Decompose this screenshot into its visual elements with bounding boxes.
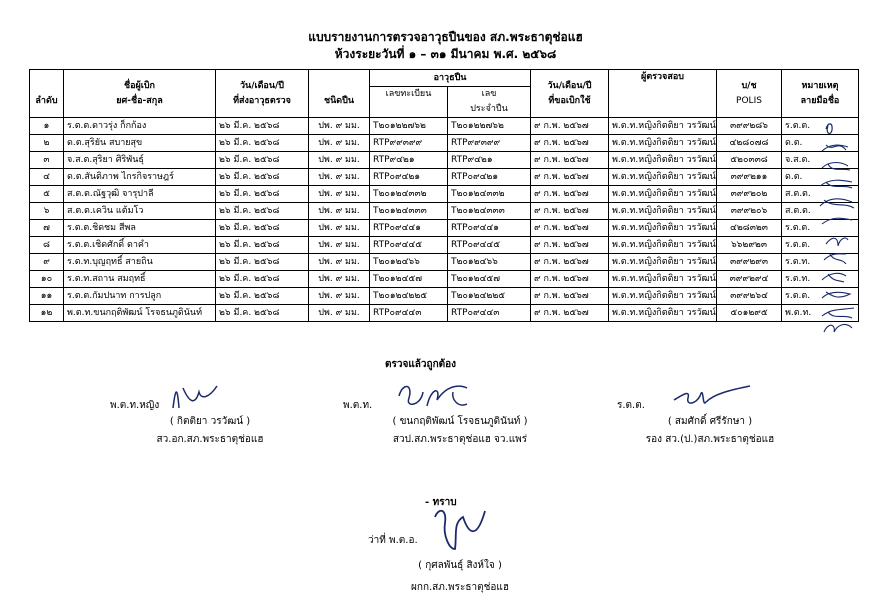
- signer3-rank: ร.ต.ต.: [617, 400, 645, 411]
- cell-date: ๒๖ มี.ค. ๒๕๖๘: [216, 220, 309, 237]
- cell-name: ร.ต.ต.กัมปนาท การปลูก: [64, 288, 216, 305]
- table-row: [30, 203, 859, 220]
- cell-insp: พ.ต.ท.หญิงกิตติยา วรวัฒน์: [609, 152, 717, 169]
- cell-insp: พ.ต.ท.หญิงกิตติยา วรวัฒน์: [609, 271, 717, 288]
- cell-reg: RTP๐๙๔๔๓: [370, 305, 448, 322]
- cell-note: ร.ต.ท.: [782, 254, 859, 271]
- cell-serial: T๒๐๑๒๔๓๓๒: [448, 186, 531, 203]
- cell-name: ร.ต.ต.เชิดศักดิ์ ดาคำ: [64, 237, 216, 254]
- cell-pc: ๓๙๙๒๐๖: [717, 203, 782, 220]
- cell-pc: ๔๒๘๓๒๓: [717, 220, 782, 237]
- cell-type: ปพ. ๙ มม.: [309, 169, 370, 186]
- cell-insp: พ.ต.ท.หญิงกิตติยา วรวัฒน์: [609, 135, 717, 152]
- cell-note: จ.ส.ต.: [782, 152, 859, 169]
- cell-no: ๑: [30, 118, 64, 135]
- header-inspector: ผู้ตรวจสอบ: [609, 70, 717, 118]
- cell-reg: T๒๐๑๒๔๖๖: [370, 254, 448, 271]
- cell-insp: พ.ต.ท.หญิงกิตติยา วรวัฒน์: [609, 305, 717, 322]
- table-row: [30, 271, 859, 288]
- cell-serial: T๒๐๑๒๒๗๖๒: [448, 118, 531, 135]
- cell-date: ๒๖ มี.ค. ๒๕๖๘: [216, 237, 309, 254]
- chief-position: ผกก.สภ.พระธาตุช่อแฮ: [411, 582, 509, 593]
- cell-note: ร.ต.ต.: [782, 118, 859, 135]
- cell-no: ๑๑: [30, 288, 64, 305]
- cell-no: ๙: [30, 254, 64, 271]
- cell-ret: ๙ ก.พ. ๒๕๖๗: [531, 288, 609, 305]
- cell-reg: RTP๐๙๔๒๑: [370, 169, 448, 186]
- row-signatures: [808, 120, 858, 336]
- table-row: [30, 254, 859, 271]
- chief-signature: [425, 505, 495, 555]
- cell-no: ๔: [30, 169, 64, 186]
- cell-type: ปพ. ๙ มม.: [309, 237, 370, 254]
- cell-reg: RTP๐๙๔๔๑: [370, 220, 448, 237]
- cell-ret: ๙ ก.พ. ๒๕๖๗: [531, 186, 609, 203]
- cell-type: ปพ. ๙ มม.: [309, 254, 370, 271]
- cell-insp: พ.ต.ท.หญิงกิตติยา วรวัฒน์: [609, 203, 717, 220]
- cell-date: ๒๖ มี.ค. ๒๕๖๘: [216, 135, 309, 152]
- signer2-name: ( ขนกฤติพัฒน์ โรจธนภูดินันท์ ): [392, 416, 528, 427]
- cell-note: ร.ต.ต.: [782, 288, 859, 305]
- signer3-signature: [670, 378, 760, 414]
- cell-pc: ๓๙๙๒๘๖: [717, 118, 782, 135]
- cell-type: ปพ. ๙ มม.: [309, 288, 370, 305]
- cell-reg: T๒๐๑๒๔๕๗: [370, 271, 448, 288]
- cell-ret: ๙ ก.พ. ๒๕๖๗: [531, 220, 609, 237]
- cell-ret: ๙ ก.พ. ๒๕๖๗: [531, 271, 609, 288]
- cell-name: พ.ต.ท.ขนกฤติพัฒน์ โรจธนภูดินันท์: [64, 305, 216, 322]
- cell-name: ด.ต.สุริยัน สบายสุข: [64, 135, 216, 152]
- cell-insp: พ.ต.ท.หญิงกิตติยา วรวัฒน์: [609, 186, 717, 203]
- cell-no: ๖: [30, 203, 64, 220]
- table-row: [30, 118, 859, 135]
- cell-no: ๑๒: [30, 305, 64, 322]
- acknowledge-label: - ทราบ: [425, 497, 457, 508]
- table-row: [30, 237, 859, 254]
- cell-serial: T๒๐๑๒๔๖๖: [448, 254, 531, 271]
- cell-name: จ.ส.ต.สุริยา ศิริพันธุ์: [64, 152, 216, 169]
- table-row: [30, 220, 859, 237]
- cell-type: ปพ. ๙ มม.: [309, 220, 370, 237]
- cell-note: พ.ต.ท.: [782, 305, 859, 322]
- cell-name: ร.ต.ต.ชิดชม สีพล: [64, 220, 216, 237]
- verified-label: ตรวจแล้วถูกต้อง: [385, 359, 457, 370]
- cell-pc: ๔๒๘๐๗๘: [717, 135, 782, 152]
- cell-type: ปพ. ๙ มม.: [309, 305, 370, 322]
- cell-date: ๒๖ มี.ค. ๒๕๖๘: [216, 288, 309, 305]
- cell-no: ๗: [30, 220, 64, 237]
- cell-serial: RTP๙๔๒๑: [448, 152, 531, 169]
- cell-pc: ๖๖๒๙๒๓: [717, 237, 782, 254]
- signer3-position: รอง สว.(ป.)สภ.พระธาตุช่อแฮ: [645, 434, 775, 445]
- cell-no: ๓: [30, 152, 64, 169]
- signer2-position: สวป.สภ.พระธาตุช่อแฮ จว.แพร่: [392, 434, 528, 445]
- cell-date: ๒๖ มี.ค. ๒๕๖๘: [216, 152, 309, 169]
- signer1-rank: พ.ต.ท.หญิง: [110, 400, 160, 411]
- cell-name: ร.ต.ท.สถาน สมฤทธิ์: [64, 271, 216, 288]
- cell-reg: T๒๐๑๒๔๓๓๓: [370, 203, 448, 220]
- cell-serial: RTP๐๙๔๔๑: [448, 220, 531, 237]
- cell-insp: พ.ต.ท.หญิงกิตติยา วรวัฒน์: [609, 288, 717, 305]
- cell-insp: พ.ต.ท.หญิงกิตติยา วรวัฒน์: [609, 254, 717, 271]
- header-request-date: วัน/เดือน/ปี ที่ขอเบิกใช้: [531, 70, 609, 118]
- header-no: ลำดับ: [30, 70, 64, 118]
- inspection-table: [29, 69, 859, 322]
- header-gun: อาวุธปืน: [370, 70, 531, 87]
- cell-serial: RTP๙๙๓๙๙: [448, 135, 531, 152]
- cell-ret: ๙ ก.พ. ๒๕๖๗: [531, 118, 609, 135]
- cell-reg: T๒๐๑๒๔๓๓๒: [370, 186, 448, 203]
- table-row: [30, 288, 859, 305]
- cell-name: ส.ต.ต.ณัฐวุฒิ จารุปาลี: [64, 186, 216, 203]
- cell-note: ร.ต.ต.: [782, 220, 859, 237]
- cell-ret: ๙ ก.พ. ๒๕๖๗: [531, 135, 609, 152]
- cell-date: ๒๖ มี.ค. ๒๕๖๘: [216, 203, 309, 220]
- chief-rank: ว่าที่ พ.ต.อ.: [368, 535, 418, 546]
- cell-ret: ๙ ก.พ. ๒๕๖๗: [531, 169, 609, 186]
- cell-note: ส.ต.ต.: [782, 186, 859, 203]
- cell-type: ปพ. ๙ มม.: [309, 152, 370, 169]
- cell-type: ปพ. ๙ มม.: [309, 135, 370, 152]
- header-send-date: วัน/เดือน/ปี ที่ส่งอาวุธตรวจ: [216, 70, 309, 118]
- cell-note: ร.ต.ต.: [782, 237, 859, 254]
- cell-ret: ๙ ก.พ. ๒๕๖๗: [531, 152, 609, 169]
- signer2-rank: พ.ต.ท.: [343, 400, 373, 411]
- cell-no: ๒: [30, 135, 64, 152]
- cell-serial: T๒๐๑๒๔๒๒๕: [448, 288, 531, 305]
- table-row: [30, 152, 859, 169]
- cell-date: ๒๖ มี.ค. ๒๕๖๘: [216, 271, 309, 288]
- cell-reg: T๒๐๑๒๒๗๖๒: [370, 118, 448, 135]
- table-row: [30, 305, 859, 322]
- signer1-name: ( กิตติยา วรวัฒน์ ): [169, 416, 251, 427]
- signer1-position: สว.อก.สภ.พระธาตุช่อแฮ: [156, 434, 264, 445]
- cell-note: ส.ต.ต.: [782, 203, 859, 220]
- cell-pc: ๓๙๙๒๙๔: [717, 271, 782, 288]
- cell-pc: ๓๙๙๒๖๔: [717, 288, 782, 305]
- cell-name: ด.ต.สันติภาพ ไกรกิจราษฎร์: [64, 169, 216, 186]
- cell-serial: T๒๐๑๒๔๓๓๓: [448, 203, 531, 220]
- cell-pc: ๕๐๑๒๙๕: [717, 305, 782, 322]
- cell-type: ปพ. ๙ มม.: [309, 203, 370, 220]
- cell-insp: พ.ต.ท.หญิงกิตติยา วรวัฒน์: [609, 220, 717, 237]
- cell-note: ร.ต.ท.: [782, 271, 859, 288]
- cell-pc: ๓๙๙๒๐๒: [717, 186, 782, 203]
- cell-name: ส.ต.ต.เควิน แต้มโว: [64, 203, 216, 220]
- cell-date: ๒๖ มี.ค. ๒๕๖๘: [216, 169, 309, 186]
- cell-date: ๒๖ มี.ค. ๒๕๖๘: [216, 186, 309, 203]
- cell-name: ร.ต.ท.บุญฤทธิ์ สายถิน: [64, 254, 216, 271]
- cell-reg: RTP๙๔๒๑: [370, 152, 448, 169]
- cell-no: ๕: [30, 186, 64, 203]
- cell-date: ๒๖ มี.ค. ๒๕๖๘: [216, 305, 309, 322]
- cell-insp: พ.ต.ท.หญิงกิตติยา วรวัฒน์: [609, 237, 717, 254]
- cell-date: ๒๖ มี.ค. ๒๕๖๘: [216, 118, 309, 135]
- table-row: [30, 186, 859, 203]
- cell-ret: ๙ ก.พ. ๒๕๖๗: [531, 254, 609, 271]
- signer1-signature: [165, 378, 225, 414]
- signer3-name: ( สมศักดิ์ ศรีรักษา ): [667, 416, 753, 427]
- cell-serial: RTP๐๙๔๒๑: [448, 169, 531, 186]
- report-title: แบบรายงานการตรวจอาวุธปืนของ สภ.พระธาตุช่อแฮ: [308, 30, 583, 44]
- cell-pc: ๕๒๐๓๓๘: [717, 152, 782, 169]
- header-polis: บ/ช POLIS: [717, 70, 782, 118]
- header-gun-type: ชนิดปืน: [309, 70, 370, 118]
- cell-reg: RTP๐๙๔๔๕: [370, 237, 448, 254]
- cell-serial: T๒๐๑๒๔๕๗: [448, 271, 531, 288]
- cell-reg: T๒๐๑๒๔๒๒๕: [370, 288, 448, 305]
- table-row: [30, 169, 859, 186]
- cell-ret: ๙ ก.พ. ๒๕๖๗: [531, 203, 609, 220]
- cell-pc: ๓๙๙๒๑๑: [717, 169, 782, 186]
- cell-note: ด.ต.: [782, 135, 859, 152]
- cell-type: ปพ. ๙ มม.: [309, 271, 370, 288]
- cell-ret: ๙ ก.พ. ๒๕๖๗: [531, 305, 609, 322]
- cell-insp: พ.ต.ท.หญิงกิตติยา วรวัฒน์: [609, 118, 717, 135]
- cell-pc: ๓๙๙๒๙๓: [717, 254, 782, 271]
- header-name: ชื่อผู้เบิก ยศ-ชื่อ-สกุล: [64, 70, 216, 118]
- cell-ret: ๙ ก.พ. ๒๕๖๗: [531, 237, 609, 254]
- cell-type: ปพ. ๙ มม.: [309, 186, 370, 203]
- cell-note: ด.ต.: [782, 169, 859, 186]
- cell-insp: พ.ต.ท.หญิงกิตติยา วรวัฒน์: [609, 169, 717, 186]
- cell-no: ๘: [30, 237, 64, 254]
- table-row: [30, 135, 859, 152]
- report-period: ห้วงระยะวันที่ ๑ – ๓๑ มีนาคม พ.ศ. ๒๕๖๘: [334, 47, 557, 61]
- cell-no: ๑๐: [30, 271, 64, 288]
- cell-name: ร.ต.ต.ดาวรุ่ง ก็กก้อง: [64, 118, 216, 135]
- header-reg: เลขทะเบียน: [370, 87, 448, 118]
- cell-serial: RTP๐๙๔๔๕: [448, 237, 531, 254]
- chief-name: ( กุศลพันธุ์ สิงห์ใจ ): [418, 560, 502, 571]
- header-serial: เลข ประจำปืน: [448, 87, 531, 118]
- cell-reg: RTP๙๙๓๙๙: [370, 135, 448, 152]
- header-note: หมายเหตุ ลายมือชื่อ: [782, 70, 859, 118]
- cell-serial: RTP๐๙๔๔๓: [448, 305, 531, 322]
- cell-date: ๒๖ มี.ค. ๒๕๖๘: [216, 254, 309, 271]
- cell-type: ปพ. ๙ มม.: [309, 118, 370, 135]
- signer2-signature: [393, 378, 473, 414]
